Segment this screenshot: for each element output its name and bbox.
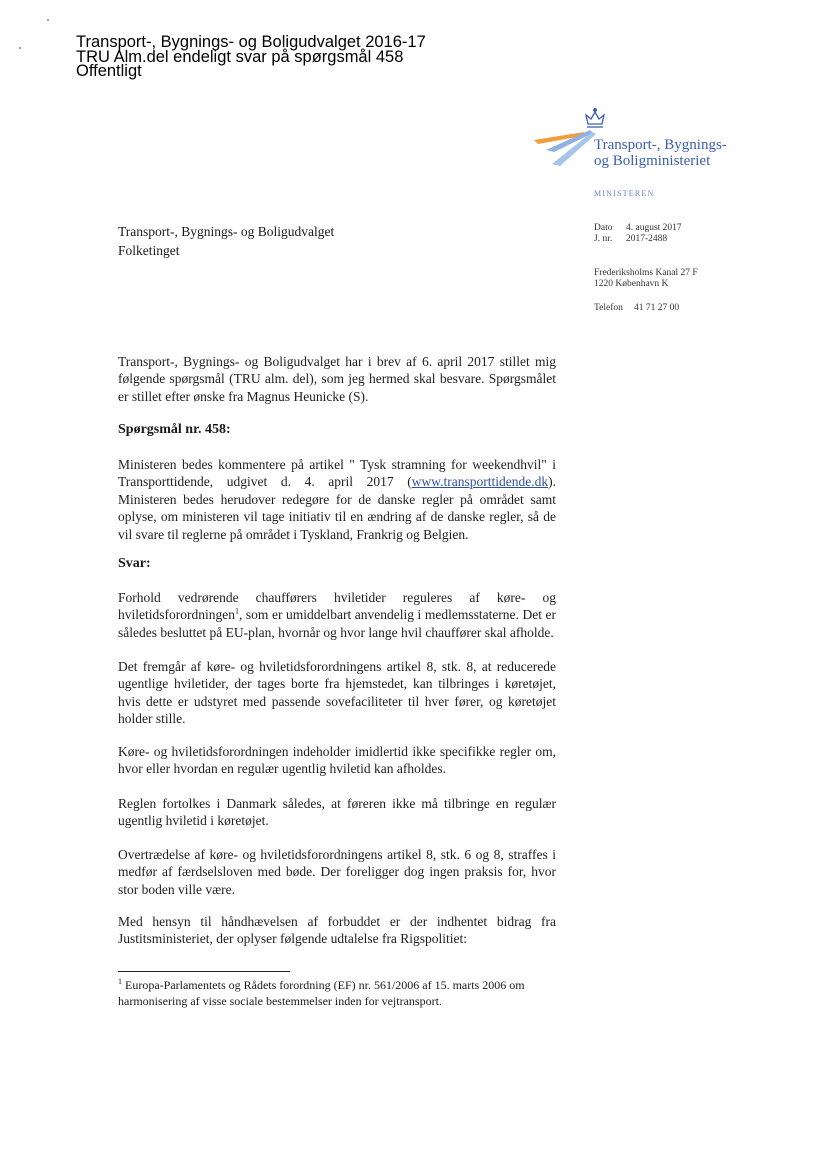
stamp-committee: Transport-, Bygnings- og Boligudvalget 2016-17 <box>76 33 426 51</box>
answer-p1-start: Forhold vedrørende chaufførers hviletider reguleres af køre- og hviletidsforordningen <box>118 590 556 623</box>
question-paragraph <box>118 456 556 543</box>
answer-paragraph-5: Overtrædelse af køre- og hviletidsforordningens artikel 8, stk. 6 og 8, straffes i medfør af færdselsloven med bøde. Der foreligger dog ingen praksis for, hvor stor boden ville være. <box>118 847 556 897</box>
footnote-divider <box>118 971 290 972</box>
answer-p1-end: , som er umiddelbart anvendelig i medlemsstaterne. Det er således besluttet på EU-plan, hvornår og hvor lange hvil chauffører skal afholde. <box>118 607 556 640</box>
answer-heading: Svar: <box>118 556 151 571</box>
answer-paragraph-1 <box>118 589 556 641</box>
ministry-name-line1: Transport-, Bygnings- <box>594 137 727 153</box>
footnote-text: Europa-Parlamentets og Rådets forordning (EF) nr. 561/2006 af 15. marts 2006 om harmonisering af visse sociale bestemmelser inden for vejtransport. <box>118 978 525 1008</box>
answer-paragraph-3: Køre- og hviletidsforordningen indeholder imidlertid ikke specifikke regler om, hvor eller hvordan en regulær ugentlig hviletid kan afholdes. <box>118 744 556 777</box>
date-value: 4. august 2017 <box>626 223 682 233</box>
jnr-value: 2017-2488 <box>626 234 668 244</box>
answer-paragraph-6: Med hensyn til håndhævelsen af forbuddet er der indhentet bidrag fra Justitsministeriet, der oplyser følgende udtalelse fra Rigspolitiet: <box>118 914 556 947</box>
department-label: MINISTEREN <box>594 189 655 198</box>
phone-value: 41 71 27 00 <box>634 303 680 313</box>
road-swoosh-icon <box>534 130 596 166</box>
scan-speck <box>19 47 21 49</box>
ministry-name <box>594 137 727 169</box>
stamp-public: Offentligt <box>76 62 142 80</box>
stamp-answer-ref: TRU Alm.del endeligt svar på spørgsmål 458 <box>76 47 404 66</box>
recipient-line1: Transport-, Bygnings- og Boligudvalget <box>118 224 335 239</box>
footnote-marker: 1 <box>118 977 122 986</box>
question-heading: Spørgsmål nr. 458: <box>118 422 231 437</box>
crown-icon <box>586 109 604 127</box>
jnr-row <box>594 234 667 245</box>
footnote-ref[interactable]: 1 <box>234 606 239 616</box>
question-text-end: ). Ministeren bedes herudover redegøre for de danske regler på området samt oplyse, om ministeren vil tage initiativ til en ændring af de danske regler, så de vil svare til reglerne på området i Tyskland, Frankrig og Belgien. <box>118 474 556 542</box>
recipient <box>118 222 334 260</box>
transporttidende-link[interactable]: www.transporttidende.dk <box>411 474 549 490</box>
phone-row <box>594 303 679 314</box>
answer-paragraph-2: Det fremgår af køre- og hviletidsforordningens artikel 8, stk. 8, at reducerede ugentlige hviletider, der tages borte fra hjemstedet, kan tilbringes i køretøjet, hvis dette er udstyret med passende sovefaciliteter til hver fører, og køretøjet holder stille. <box>118 659 556 727</box>
question-text-start: Ministeren bedes kommentere på artikel " Tysk stramning for weekendhvil" i Transporttidende, udgivet d. 4. april 2017 ( <box>118 457 556 490</box>
intro-paragraph: Transport-, Bygnings- og Boligudvalget har i brev af 6. april 2017 stillet mig følgende spørgsmål (TRU alm. del), som jeg hermed skal besvare. Spørgsmålet er stillet efter ønske fra Magnus Heunicke (S). <box>118 354 556 404</box>
phone-label: Telefon <box>594 303 623 313</box>
footnote <box>118 978 558 1009</box>
date-label: Dato <box>594 223 613 233</box>
jnr-label: J. nr. <box>594 234 613 244</box>
recipient-line2: Folketinget <box>118 243 180 258</box>
scan-speck <box>47 19 49 21</box>
ministry-name-line2: og Boligministeriet <box>594 153 711 169</box>
address-line2: 1220 København K <box>594 279 669 289</box>
address <box>594 268 698 290</box>
address-line1: Frederiksholms Kanal 27 F <box>594 268 698 278</box>
document-stamp <box>76 35 426 79</box>
date-row <box>594 223 682 234</box>
answer-paragraph-4: Reglen fortolkes i Danmark således, at føreren ikke må tilbringe en regulær ugentlig hviletid i køretøjet. <box>118 796 556 829</box>
